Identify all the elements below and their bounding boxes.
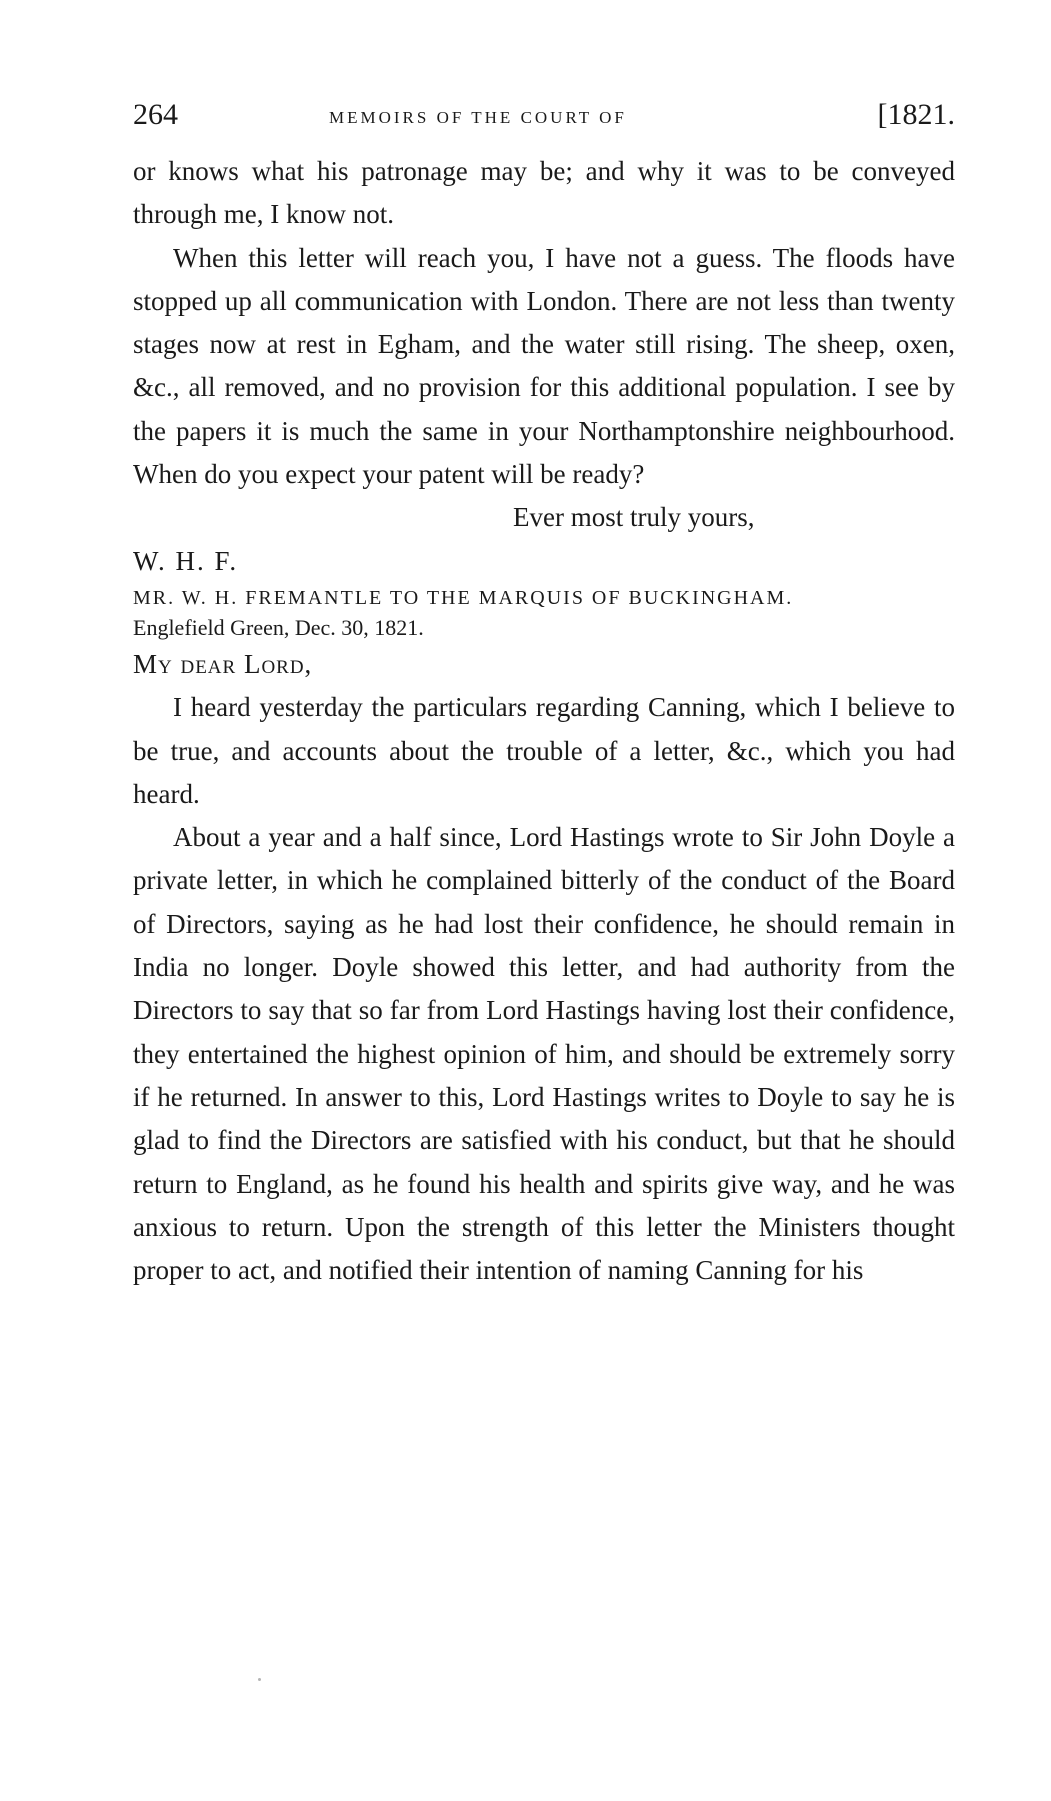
print-speck	[258, 1678, 261, 1681]
page-number: 264	[133, 98, 178, 131]
header-year: [1821.	[877, 98, 955, 131]
page-header	[133, 98, 955, 138]
letter-dateline: Englefield Green, Dec. 30, 1821.	[133, 614, 424, 640]
body-text	[133, 150, 955, 1292]
signature-initials: W. H. F.	[133, 545, 239, 576]
paragraph: About a year and a half since, Lord Hastings wrote to Sir John Doyle a private letter, in which he complained bitterly of the conduct of the Board of Directors, saying as he had lost their confidence, he should remain in India no longer. Doyle showed this letter, and had authority from the Directors to say that so far from Lord Hastings having lost their confidence, they entertained the highest opinion of him, and should be extremely sorry if he returned. In answer to this, Lord Hastings writes to Doyle to say he is glad to find the Directors are satisfied with his conduct, but that he should return to England, as he found his health and spirits give way, and he was anxious to return. Upon the strength of this letter the Ministers thought proper to act, and notified their intention of naming Canning for his	[133, 822, 955, 1286]
running-title: MEMOIRS OF THE COURT OF	[329, 108, 627, 127]
paragraph: I heard yesterday the particulars regarding Canning, which I believe to be true, and accounts about the trouble of a letter, &c., which you had heard.	[133, 692, 955, 809]
letter-heading: MR. W. H. FREMANTLE TO THE MARQUIS OF BUCKINGHAM.	[133, 586, 794, 609]
letter-salutation: My dear Lord,	[133, 648, 313, 679]
paragraph: When this letter will reach you, I have not a guess. The floods have stopped up all communication with London. There are not less than twenty stages now at rest in Egham, and the water still rising. The sheep, oxen, &c., all removed, and no provision for this additional population. I see by the papers it is much the same in your Northamptonshire neighbourhood. When do you expect your patent will be ready?	[133, 242, 955, 490]
continuation-paragraph: or knows what his patronage may be; and why it was to be conveyed through me, I know not.	[133, 156, 955, 230]
signoff: Ever most truly yours,	[513, 502, 755, 533]
